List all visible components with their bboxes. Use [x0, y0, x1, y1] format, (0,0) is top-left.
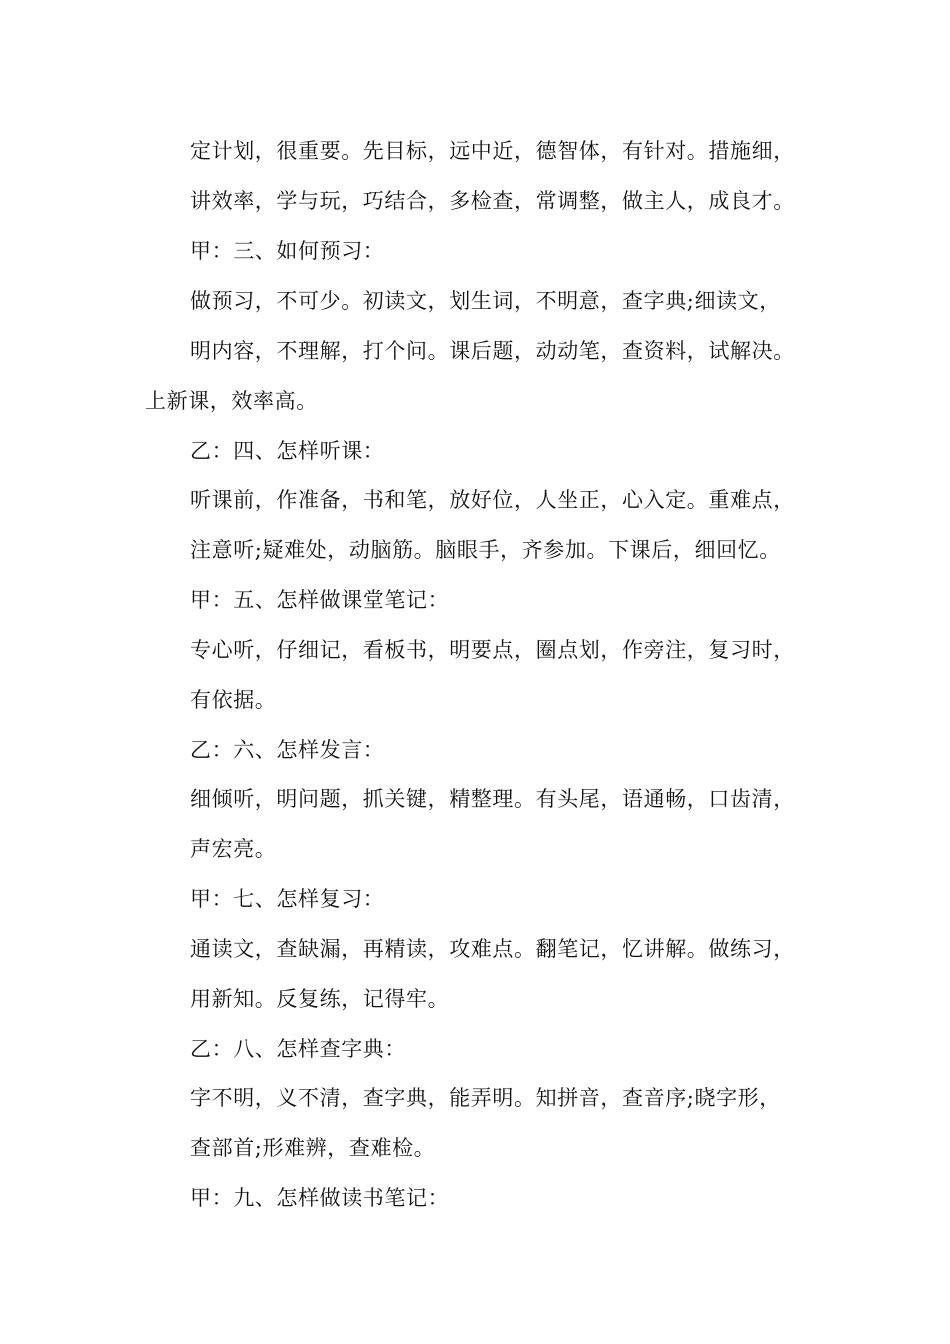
text-line: 用新知。反复练，记得牢。 [190, 987, 450, 1011]
text-line: 声宏亮。 [190, 837, 277, 861]
text-line: 专心听，仔细记，看板书，明要点，圈点划，作旁注，复习时， [190, 638, 795, 662]
section-heading: 乙：八、怎样查字典： [190, 1037, 406, 1061]
section-heading: 甲：七、怎样复习： [190, 887, 385, 911]
section-heading: 乙：四、怎样听课： [190, 439, 385, 463]
text-line: 上新课，效率高。 [145, 389, 318, 413]
section-heading: 乙：六、怎样发言： [190, 738, 385, 762]
section-heading: 甲：三、如何预习： [190, 239, 385, 263]
text-line: 细倾听，明问题，抓关键，精整理。有头尾，语通畅，口齿清， [190, 787, 795, 811]
text-line: 注意听;疑难处，动脑筋。脑眼手，齐参加。下课后，细回忆。 [190, 538, 781, 562]
text-line: 明内容，不理解，打个问。课后题，动动笔，查资料，试解决。 [190, 339, 795, 363]
text-line: 查部首;形难辨，查难检。 [190, 1136, 436, 1160]
text-line: 有依据。 [190, 688, 277, 712]
text-line: 讲效率，学与玩，巧结合，多检查，常调整，做主人，成良才。 [190, 189, 795, 213]
section-heading: 甲：五、怎样做课堂笔记： [190, 588, 450, 612]
section-heading: 甲：九、怎样做读书笔记： [190, 1186, 450, 1210]
text-line: 做预习，不可少。初读文，划生词，不明意，查字典;细读文， [190, 289, 781, 313]
text-line: 字不明，义不清，查字典，能弄明。知拼音，查音序;晓字形， [190, 1086, 781, 1110]
text-line: 听课前，作准备，书和笔，放好位，人坐正，心入定。重难点， [190, 488, 795, 512]
text-line: 定计划，很重要。先目标，远中近，德智体，有针对。措施细， [190, 139, 795, 163]
text-line: 通读文，查缺漏，再精读，攻难点。翻笔记，忆讲解。做练习， [190, 937, 795, 961]
